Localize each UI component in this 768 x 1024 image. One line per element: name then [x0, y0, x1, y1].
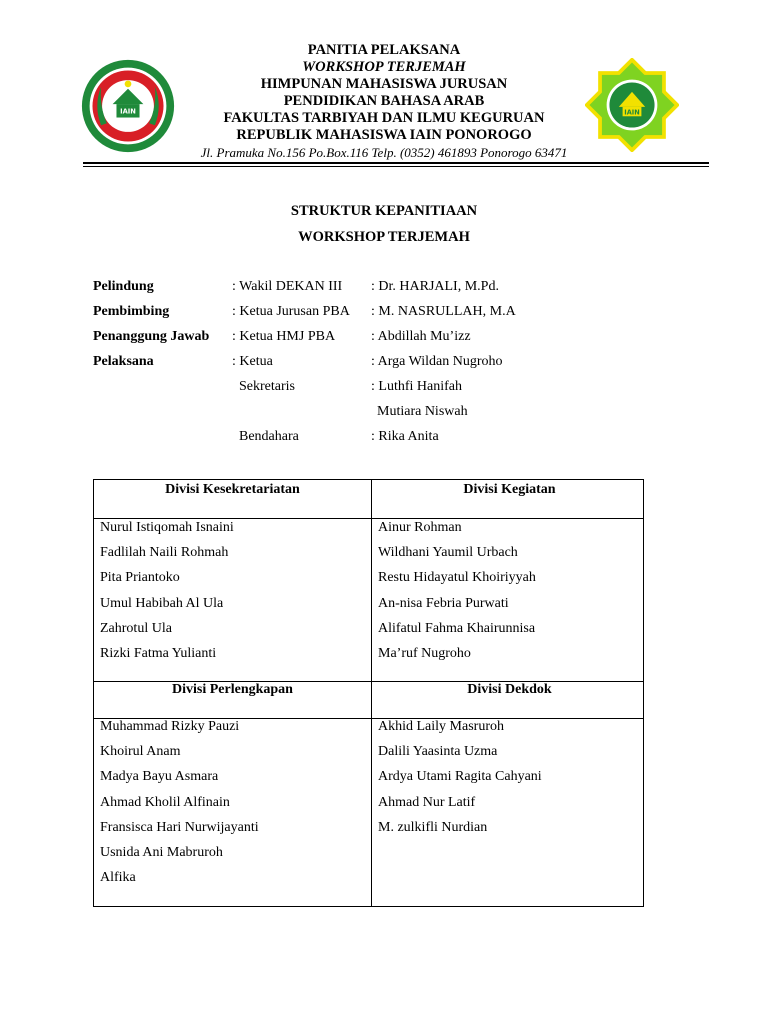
list-item: Umul Habibah Al Ula — [100, 595, 224, 611]
committee-name: : Abdillah Mu’izz — [371, 329, 471, 344]
committee-name: : Dr. HARJALI, M.Pd. — [371, 279, 499, 294]
division-member-list — [378, 518, 536, 669]
letterhead — [0, 42, 768, 161]
list-item: Khoirul Anam — [100, 744, 181, 760]
committee-role: Pelaksana — [93, 354, 154, 369]
list-item: Usnida Ani Mabruroh — [100, 844, 223, 860]
list-item: Alifatul Fahma Khairunnisa — [378, 620, 536, 636]
division-header: Divisi Kesekretariatan — [165, 482, 300, 497]
letterhead-line-2: WORKSHOP TERJEMAH — [302, 59, 466, 75]
logo-right-text: IAIN — [624, 108, 640, 117]
logo-left-text: IAIN — [120, 107, 136, 116]
committee-name: : Arga Wildan Nugroho — [371, 354, 503, 369]
committee-position: Sekretaris — [239, 379, 295, 394]
committee-position: : Ketua Jurusan PBA — [232, 304, 350, 319]
list-item: Fransisca Hari Nurwijayanti — [100, 819, 259, 835]
division-member-list — [100, 717, 259, 893]
list-item: Dalili Yaasinta Uzma — [378, 744, 498, 760]
division-header: Divisi Dekdok — [467, 682, 552, 697]
committee-name: Mutiara Niswah — [377, 404, 468, 419]
letterhead-line-1: PANITIA PELAKSANA — [307, 42, 461, 58]
letterhead-address: Jl. Pramuka No.156 Po.Box.116 Telp. (0352) 461893 Ponorogo 63471 — [200, 145, 568, 160]
letterhead-line-4: PENDIDIKAN BAHASA ARAB — [283, 93, 485, 109]
division-member-list — [378, 717, 542, 843]
list-item: Rizki Fatma Yulianti — [100, 645, 217, 661]
list-item: Ardya Utami Ragita Cahyani — [378, 769, 542, 785]
division-member-list — [100, 518, 234, 669]
committee-role: Pembimbing — [93, 304, 170, 319]
division-header: Divisi Kegiatan — [463, 482, 556, 497]
letterhead-line-6: REPUBLIK MAHASISWA IAIN PONOROGO — [236, 127, 532, 143]
list-item: Ahmad Kholil Alfinain — [100, 794, 230, 810]
list-item: An-nisa Febria Purwati — [378, 595, 509, 611]
list-item: Akhid Laily Masruroh — [378, 719, 504, 734]
committee-position: : Ketua HMJ PBA — [232, 329, 336, 344]
committee-role: Penanggung Jawab — [93, 329, 210, 344]
committee-role: Pelindung — [93, 279, 154, 294]
committee-name: : M. NASRULLAH, M.A — [371, 304, 516, 319]
committee-position: Bendahara — [239, 429, 299, 444]
list-item: Muhammad Rizky Pauzi — [100, 719, 240, 734]
list-item: Wildhani Yaumil Urbach — [378, 545, 518, 561]
committee-name: : Luthfi Hanifah — [371, 379, 462, 394]
list-item: Ainur Rohman — [378, 520, 462, 535]
letterhead-line-3: HIMPUNAN MAHASISWA JURUSAN — [260, 76, 508, 92]
list-item: Ma’ruf Nugroho — [378, 645, 471, 661]
letterhead-rule-thick — [83, 162, 709, 164]
list-item: Restu Hidayatul Khoiriyyah — [378, 570, 536, 586]
division-table — [93, 479, 644, 907]
letterhead-line-5: FAKULTAS TARBIYAH DAN ILMU KEGURUAN — [223, 110, 545, 126]
division-header: Divisi Perlengkapan — [172, 682, 293, 697]
committee-position: : Wakil DEKAN III — [232, 279, 343, 294]
list-item: Zahrotul Ula — [100, 620, 172, 636]
list-item: Alfika — [100, 870, 136, 886]
list-item: Pita Priantoko — [100, 570, 180, 586]
committee-position: : Ketua — [232, 354, 273, 369]
list-item: Fadlilah Naili Rohmah — [100, 545, 229, 561]
list-item: Nurul Istiqomah Isnaini — [100, 520, 234, 535]
doc-subtitle: WORKSHOP TERJEMAH — [298, 229, 470, 245]
list-item: M. zulkifli Nurdian — [378, 819, 488, 835]
list-item: Ahmad Nur Latif — [378, 794, 476, 810]
letterhead-rule-thin — [83, 166, 709, 167]
list-item: Madya Bayu Asmara — [100, 769, 219, 785]
doc-title: STRUKTUR KEPANITIAAN — [290, 203, 478, 219]
committee-name: : Rika Anita — [371, 429, 439, 444]
